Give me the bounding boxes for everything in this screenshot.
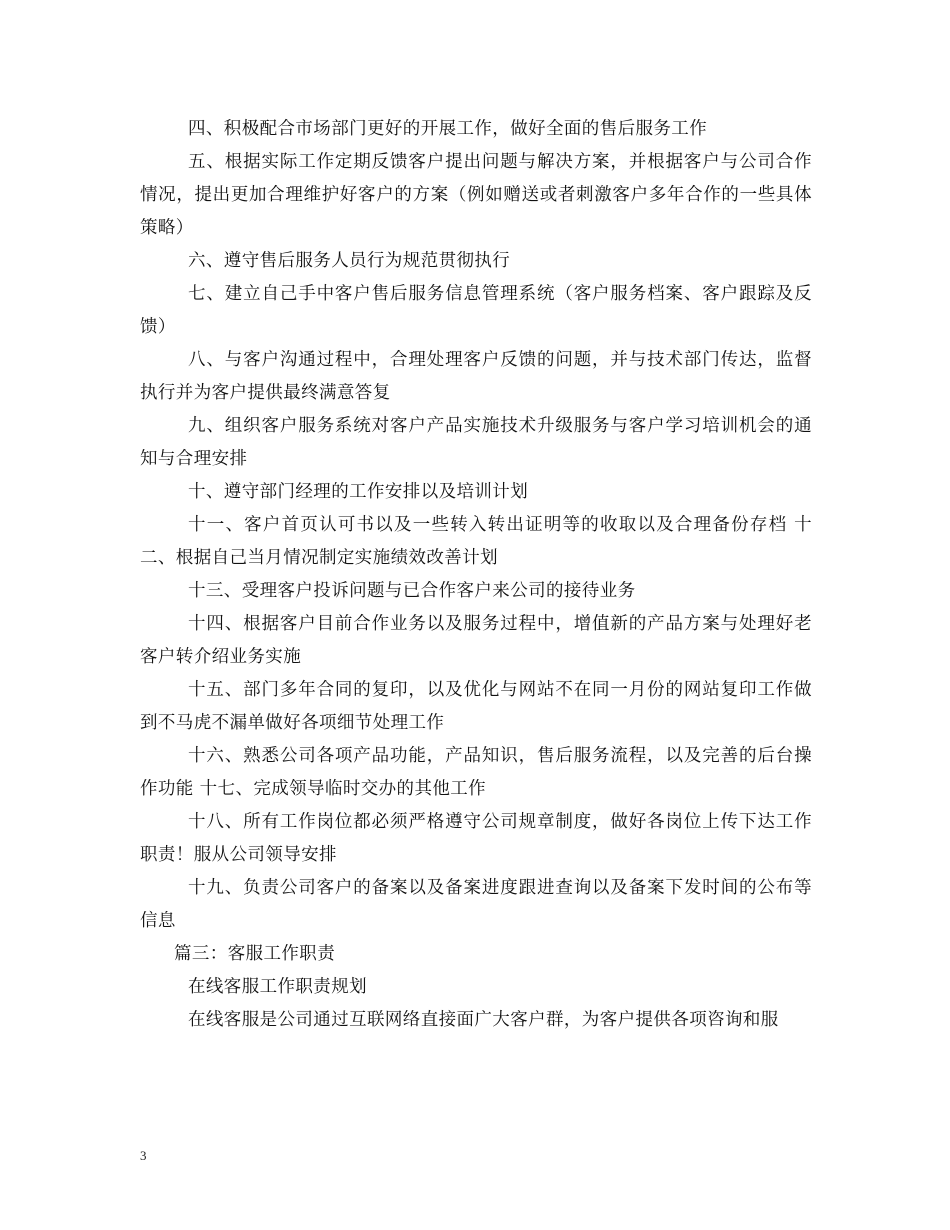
section-intro-paragraph: 在线客服是公司通过互联网络直接面广大客户群，为客户提供各项咨询和服 [188, 1010, 779, 1030]
paragraph-item-11-12: 十一、客户首页认可书以及一些转入转出证明等的收取以及合理备份存档 十二、根据自己当月情况制定实施绩效改善计划 [140, 515, 812, 568]
paragraph-item-8: 八、与客户沟通过程中，合理处理客户反馈的问题，并与技术部门传达，监督执行并为客户提供最终满意答复 [140, 350, 812, 403]
section-heading: 篇三：客服工作职责 [174, 944, 336, 964]
paragraph-item-4: 四、积极配合市场部门更好的开展工作，做好全面的售后服务工作 [188, 119, 708, 139]
paragraph-item-18: 十八、所有工作岗位都必须严格遵守公司规章制度，做好各岗位上传下达工作职责！服从公司领导安排 [140, 812, 812, 865]
paragraph-item-9: 九、组织客户服务系统对客户产品实施技术升级服务与客户学习培训机会的通知与合理安排 [140, 416, 812, 469]
paragraph-item-16-17: 十六、熟悉公司各项产品功能，产品知识，售后服务流程，以及完善的后台操作功能 十七、完成领导临时交办的其他工作 [140, 746, 812, 799]
paragraph-item-14: 十四、根据客户目前合作业务以及服务过程中，增值新的产品方案与处理好老客户转介绍业务实施 [140, 614, 812, 667]
paragraph-item-6: 六、遵守售后服务人员行为规范贯彻执行 [188, 251, 511, 271]
paragraph-item-5: 五、根据实际工作定期反馈客户提出问题与解决方案，并根据客户与公司合作情况，提出更加合理维护好客户的方案（例如赠送或者刺激客户多年合作的一些具体策略） [140, 152, 812, 238]
section-subtitle: 在线客服工作职责规划 [188, 977, 367, 997]
document-body [140, 113, 812, 1037]
paragraph-item-13: 十三、受理客户投诉问题与已合作客户来公司的接待业务 [188, 581, 636, 601]
page-number: 3 [140, 1148, 147, 1163]
paragraph-item-10: 十、遵守部门经理的工作安排以及培训计划 [188, 482, 529, 502]
paragraph-item-19: 十九、负责公司客户的备案以及备案进度跟进查询以及备案下发时间的公布等信息 [140, 878, 812, 931]
paragraph-item-15: 十五、部门多年合同的复印，以及优化与网站不在同一月份的网站复印工作做到不马虎不漏单做好各项细节处理工作 [140, 680, 812, 733]
paragraph-item-7: 七、建立自己手中客户售后服务信息管理系统（客户服务档案、客户跟踪及反馈） [140, 284, 812, 337]
